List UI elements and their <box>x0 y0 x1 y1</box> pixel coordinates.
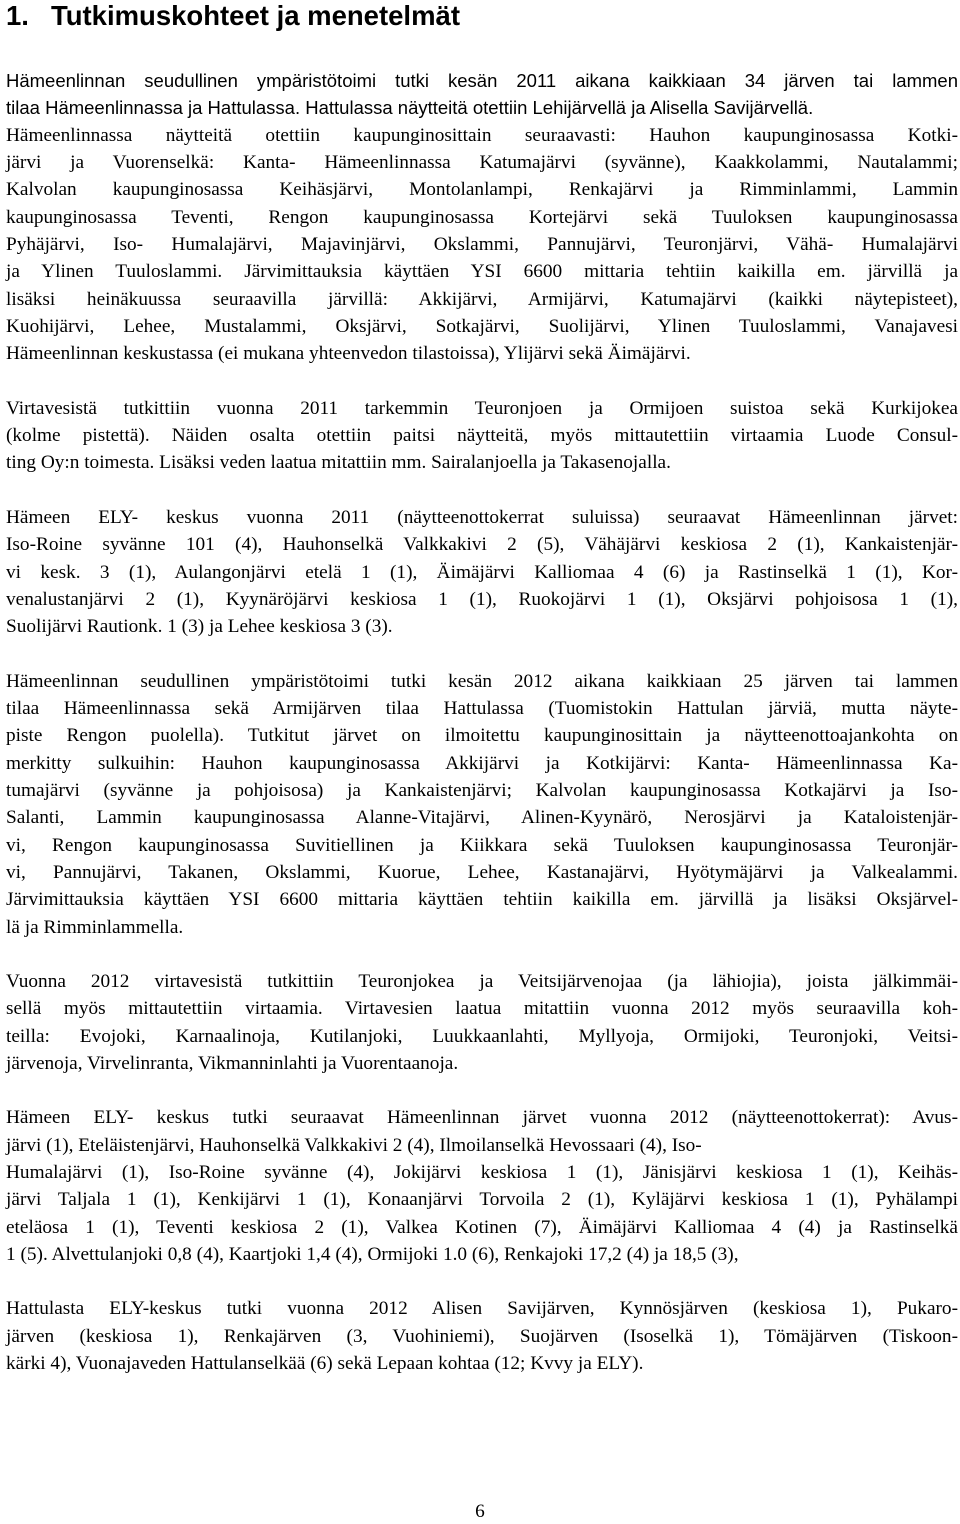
text-line: piste Rengon puolella). Tutkitut järvet on ilmoitettu kaupunginosittain ja näytteenottoajankohta on <box>6 725 958 747</box>
text-line: Hämeenlinnan keskustassa (ei mukana yhteenvedon tilastoissa), Ylijärvi sekä Äimäjärvi. <box>6 343 691 365</box>
text-line: kärki 4), Vuonajaveden Hattulanselkää (6) sekä Lepaan kohtaa (12; Kvvy ja ELY). <box>6 1353 644 1375</box>
text-line: (kolme pistettä). Näiden osalta otettiin paitsi näytteitä, myös mittautettiin virtaamia Luode Consul- <box>6 425 958 447</box>
paragraph-2 <box>6 395 958 477</box>
text-line: tilaa Hämeenlinnassa sekä Armijärven tilaa Hattulassa (Tuomistokin Hattulan järviä, mutta näyte- <box>6 697 958 719</box>
text-line: vi kesk. 3 (1), Aulangonjärvi etelä 1 (1), Äimäjärvi Kalliomaa 4 (6) ja Rastinselkä 1 (1), Kor- <box>6 561 958 583</box>
paragraph-1 <box>6 67 958 368</box>
text-line: Iso-Roine syvänne 101 (4), Hauhonselkä Valkkakivi 2 (5), Vähäjärvi keskiosa 2 (1), Kankaistenjär- <box>6 534 958 556</box>
text-line: 1 (5). Alvettulanjoki 0,8 (4), Kaartjoki 1,4 (4), Ormijoki 1.0 (6), Renkajoki 17,2 (4) ja 18,5 (3), <box>6 1244 739 1266</box>
text-line: järvi (1), Eteläistenjärvi, Hauhonselkä Valkkakivi 2 (4), Ilmoilanselkä Hevossaari (4), Iso- <box>6 1134 702 1156</box>
text-line: ting Oy:n toimesta. Lisäksi veden laatua mitattiin mm. Sairalanjoella ja Takasenojalla. <box>6 452 671 474</box>
text-line: tumajärvi (syvänne ja pohjoisosa) ja Kankaistenjärvi; Kalvolan kaupunginosassa Kotkajärvi ja Iso- <box>6 779 958 801</box>
text-line: Hämeen ELY- keskus vuonna 2011 (näytteenottokerrat suluissa) seuraavat Hämeenlinnan järvet: <box>6 506 958 528</box>
text-line: Suolijärvi Rautionk. 1 (3) ja Lehee keskiosa 3 (3). <box>6 616 393 638</box>
paragraph-gap <box>6 1077 958 1104</box>
text-line: vi, Rengon kaupunginosassa Suvitiellinen ja Kiikkara sekä Tuuloksen kaupunginosassa Teuronjär- <box>6 834 958 856</box>
text-line: tilaa Hämeenlinnassa ja Hattulassa. Hattulassa näytteitä otettiin Lehijärvellä ja Alisella Savijärvellä. <box>6 97 814 119</box>
section-number: 1. <box>6 0 29 31</box>
paragraph-gap <box>6 641 958 668</box>
text-line: järvi Taljala 1 (1), Kenkijärvi 1 (1), Konaanjärvi Torvoila 2 (1), Kyläjärvi keskiosa 1 (1), Pyhälampi <box>6 1189 958 1211</box>
text-line: järven (keskiosa 1), Renkajärven (3, Vuohiniemi), Suojärven (Isoselkä 1), Tömäjärven (Tiskoon- <box>6 1325 958 1347</box>
paragraph-gap <box>6 941 958 968</box>
paragraph-4 <box>6 668 958 941</box>
paragraph-gap <box>6 477 958 504</box>
text-line: järvi ja Vuorenselkä: Kanta- Hämeenlinnassa Katumajärvi (syvänne), Kaakkolammi, Nautalammi; <box>6 152 958 174</box>
paragraph-7 <box>6 1295 958 1377</box>
section-heading <box>6 0 460 32</box>
text-line: lä ja Rimminlammella. <box>6 916 184 938</box>
section-title: Tutkimuskohteet ja menetelmät <box>50 0 460 31</box>
text-line: Salanti, Lammin kaupunginosassa Alanne-Vitajärvi, Alinen-Kyynärö, Nerosjärvi ja Kataloistenjär- <box>6 807 958 829</box>
page-number: 6 <box>475 1501 485 1522</box>
paragraph-5 <box>6 968 958 1077</box>
text-line: ja Ylinen Tuuloslammi. Järvimittauksia käyttäen YSI 6600 mittaria tehtiin kaikilla em. järvillä ja <box>6 261 958 283</box>
text-line: Vuonna 2012 virtavesistä tutkittiin Teuronjokea ja Veitsijärvenojaa (ja lähiojia), joista jälkimmäi- <box>6 970 958 992</box>
text-line: Hattulasta ELY-keskus tutki vuonna 2012 Alisen Savijärven, Kynnösjärven (keskiosa 1), Pukaro- <box>6 1298 958 1320</box>
text-line: venalustanjärvi 2 (1), Kyynäröjärvi keskiosa 1 (1), Ruokojärvi 1 (1), Oksjärvi pohjoisosa 1 (1), <box>6 588 958 610</box>
text-line: merkitty sulkuihin: Hauhon kaupunginosassa Akkijärvi ja Kotkijärvi: Kanta- Hämeenlinnassa Ka- <box>6 752 958 774</box>
text-line: Järvimittauksia käyttäen YSI 6600 mittaria käyttäen tehtiin kaikilla em. järvillä ja lisäksi Oksjärvel- <box>6 889 958 911</box>
text-line: Kalvolan kaupunginosassa Keihäsjärvi, Montolanlampi, Renkajärvi ja Rimminlammi, Lammin <box>6 179 958 201</box>
text-line: Humalajärvi (1), Iso-Roine syvänne (4), Jokijärvi keskiosa 1 (1), Jänisjärvi keskiosa 1 (1), Keihäs- <box>6 1162 958 1184</box>
text-line: Pyhäjärvi, Iso- Humalajärvi, Majavinjärvi, Okslammi, Pannujärvi, Teuronjärvi, Vähä- Humalajärvi <box>6 234 958 256</box>
text-line: Hämeenlinnassa näytteitä otettiin kaupunginosittain seuraavasti: Hauhon kaupunginosassa Kotki- <box>6 124 958 146</box>
text-line: lisäksi heinäkuussa seuraavilla järvillä: Akkijärvi, Armijärvi, Katumajärvi (kaikki näytepisteet), <box>6 288 958 310</box>
text-line: teilla: Evojoki, Karnaalinoja, Kutilanjoki, Luukkaanlahti, Myllyoja, Ormijoki, Teuronjoki, Veitsi- <box>6 1025 958 1047</box>
text-line: vi, Pannujärvi, Takanen, Okslammi, Kuorue, Lehee, Kastanajärvi, Hyötymäjärvi ja Valkealammi. <box>6 861 958 883</box>
text-line: Hämeen ELY- keskus tutki seuraavat Hämeenlinnan järvet vuonna 2012 (näytteenottokerrat): Avus- <box>6 1107 958 1129</box>
text-line: kaupunginosassa Teventi, Rengon kaupunginosassa Kortejärvi sekä Tuuloksen kaupunginosassa <box>6 206 958 228</box>
text-line: eteläosa 1 (1), Teventi keskiosa 2 (1), Valkea Kotinen (7), Äimäjärvi Kalliomaa 4 (4) ja Rastinselkä <box>6 1216 958 1238</box>
text-line: järvenoja, Virvelinranta, Vikmanninlahti ja Vuorentaanoja. <box>6 1053 459 1074</box>
paragraph-gap <box>6 368 958 395</box>
paragraph-gap <box>6 1268 958 1295</box>
text-line: sellä myös mittautettiin virtaamia. Virtavesien laatua mitattiin vuonna 2012 myös seuraavilla koh- <box>6 998 958 1020</box>
paragraph-6 <box>6 1104 958 1268</box>
paragraph-3 <box>6 504 958 641</box>
text-line: Hämeenlinnan seudullinen ympäristötoimi tutki kesän 2011 aikana kaikkiaan 34 järven tai lammen <box>6 70 958 91</box>
document-body <box>6 67 958 1377</box>
text-line: Kuohijärvi, Lehee, Mustalammi, Oksjärvi, Sotkajärvi, Suolijärvi, Ylinen Tuuloslammi, Vanajavesi <box>6 316 958 338</box>
text-line: Virtavesistä tutkittiin vuonna 2011 tarkemmin Teuronjoen ja Ormijoen suistoa sekä Kurkijokea <box>6 397 958 419</box>
text-line: Hämeenlinnan seudullinen ympäristötoimi tutki kesän 2012 aikana kaikkiaan 25 järven tai lammen <box>6 670 958 692</box>
